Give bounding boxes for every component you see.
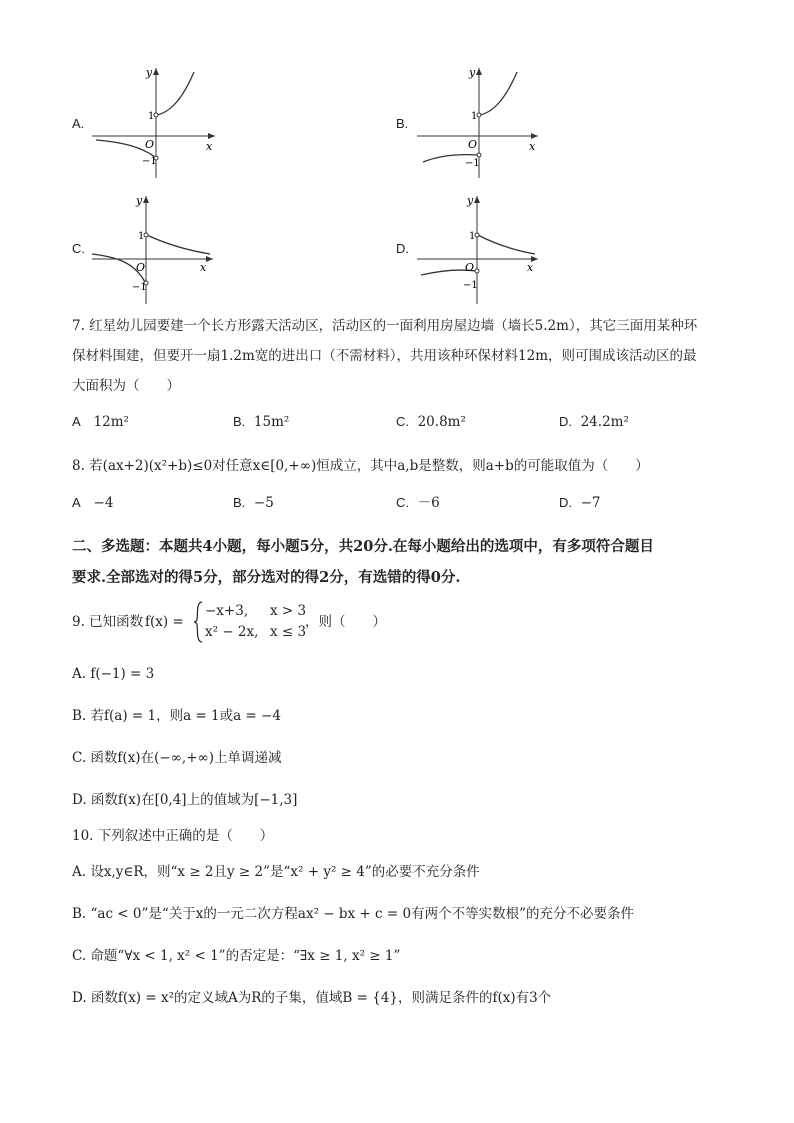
y-label: y bbox=[146, 66, 153, 79]
section2-heading-line2: 要求.全部选对的得5分，部分选对的得2分，有选错的得0分. bbox=[72, 569, 461, 586]
tick-pos: 1 bbox=[471, 111, 478, 122]
q7-option-d[interactable]: D. 24.2m² bbox=[559, 414, 629, 430]
q9-case1-expr: −x+3, bbox=[205, 603, 249, 619]
y-arrow-icon bbox=[476, 68, 482, 75]
q7-line1: 7. 红星幼儿园要建一个长方形露天活动区，活动区的一面利用房屋边墙（墙长5.2m），其它三面用某种环 bbox=[72, 318, 698, 334]
section2-heading-line1: 二、多选题：本题共4小题，每小题5分，共20分.在每小题给出的选项中，有多项符合题目 bbox=[72, 538, 654, 555]
graph-a bbox=[90, 62, 220, 180]
q10-option-a[interactable]: A. 设x,y∈R，则“x ≥ 2且y ≥ 2”是“x² + y² ≥ 4”的必要不充分条件 bbox=[72, 864, 480, 880]
tick-neg: −1 bbox=[142, 156, 157, 167]
x-arrow-icon bbox=[208, 133, 215, 139]
q10-stem: 10. 下列叙述中正确的是（ ） bbox=[72, 828, 274, 844]
open-point bbox=[477, 153, 481, 157]
open-point bbox=[475, 233, 479, 237]
q9-option-a[interactable]: A. f(−1) = 3 bbox=[72, 666, 155, 682]
y-arrow-icon bbox=[153, 68, 159, 75]
y-label: y bbox=[469, 66, 476, 79]
y-arrow-icon bbox=[474, 196, 480, 203]
q9-case2-cond: x ≤ 3 bbox=[270, 624, 307, 640]
open-point bbox=[144, 233, 148, 237]
y-arrow-icon bbox=[143, 196, 149, 203]
curve-right bbox=[147, 235, 210, 254]
q7-option-b[interactable]: B. 15m² bbox=[233, 414, 290, 430]
q9-fx: f(x) = bbox=[145, 614, 184, 630]
open-point bbox=[477, 113, 481, 117]
q7-option-c[interactable]: C. 20.8m² bbox=[396, 414, 466, 430]
origin-label: O bbox=[465, 261, 475, 274]
open-point bbox=[475, 269, 479, 273]
graph-a-label: A. bbox=[72, 116, 85, 131]
q9-case1-cond: x > 3 bbox=[270, 603, 307, 619]
q7-line2: 保材料围建，但要开一扇1.2m宽的进出口（不需材料），共用该种环保材料12m，则可围成该活动区的最 bbox=[72, 348, 697, 364]
y-label: y bbox=[467, 194, 474, 207]
origin-label: O bbox=[136, 261, 146, 274]
q7-line3: 大面积为（ ） bbox=[72, 378, 180, 394]
graph-c-label: C. bbox=[72, 241, 85, 256]
q9-prefix: 9. 已知函数 bbox=[72, 614, 144, 630]
x-arrow-icon bbox=[531, 133, 538, 139]
q9-option-d[interactable]: D. 函数f(x)在[0,4]上的值域为[−1,3] bbox=[72, 792, 298, 808]
tick-neg: −1 bbox=[463, 280, 478, 291]
x-arrow-icon bbox=[206, 256, 213, 262]
graph-b bbox=[413, 62, 543, 180]
tick-pos: 1 bbox=[148, 111, 155, 122]
q7-option-a[interactable]: A 12m² bbox=[72, 414, 129, 430]
origin-label: O bbox=[468, 138, 478, 151]
q10-option-c[interactable]: C. 命题“∀x < 1, x² < 1”的否定是：“∃x ≥ 1, x² ≥ 1” bbox=[72, 948, 401, 964]
q9-option-c[interactable]: C. 函数f(x)在(−∞,+∞)上单调递减 bbox=[72, 750, 282, 766]
curve-right bbox=[480, 72, 517, 115]
q8-option-a[interactable]: A −4 bbox=[72, 495, 114, 511]
q10-option-b[interactable]: B. “ac < 0”是“关于x的一元二次方程ax² − bx + c = 0有两个不等实数根”的充分不必要条件 bbox=[72, 906, 634, 922]
q8-option-d[interactable]: D. −7 bbox=[559, 495, 601, 511]
q8-option-c[interactable]: C. －6 bbox=[396, 495, 440, 511]
tick-neg: −1 bbox=[465, 158, 480, 169]
tick-pos: 1 bbox=[469, 231, 476, 242]
origin-label: O bbox=[145, 138, 155, 151]
y-label: y bbox=[136, 194, 143, 207]
q8-stem: 8. 若(ax+2)(x²+b)≤0对任意x∈[0,+∞)恒成立，其中a,b是整数，则a+b的可能取值为（ ） bbox=[72, 458, 649, 474]
curve-right bbox=[157, 72, 194, 115]
q8-option-b[interactable]: B. −5 bbox=[233, 495, 274, 511]
graph-b-label: B. bbox=[396, 116, 409, 131]
graph-c bbox=[88, 192, 218, 307]
graph-d bbox=[413, 192, 543, 307]
x-label: x bbox=[527, 261, 534, 274]
graph-d-label: D. bbox=[396, 241, 409, 256]
q9-suffix: ，则（ ） bbox=[305, 614, 386, 630]
x-label: x bbox=[200, 261, 207, 274]
q9-option-b[interactable]: B. 若f(a) = 1，则a = 1或a = −4 bbox=[72, 708, 281, 724]
curve-right bbox=[478, 235, 535, 254]
q9-case2-expr: x² − 2x, bbox=[205, 624, 259, 640]
q10-option-d[interactable]: D. 函数f(x) = x²的定义域A为R的子集，值域B = {4}，则满足条件的f(x)有3个 bbox=[72, 990, 552, 1006]
left-brace-icon bbox=[193, 601, 203, 643]
tick-neg: −1 bbox=[132, 282, 147, 293]
x-label: x bbox=[206, 140, 213, 153]
x-label: x bbox=[529, 140, 536, 153]
tick-pos: 1 bbox=[138, 231, 145, 242]
open-point bbox=[154, 113, 158, 117]
